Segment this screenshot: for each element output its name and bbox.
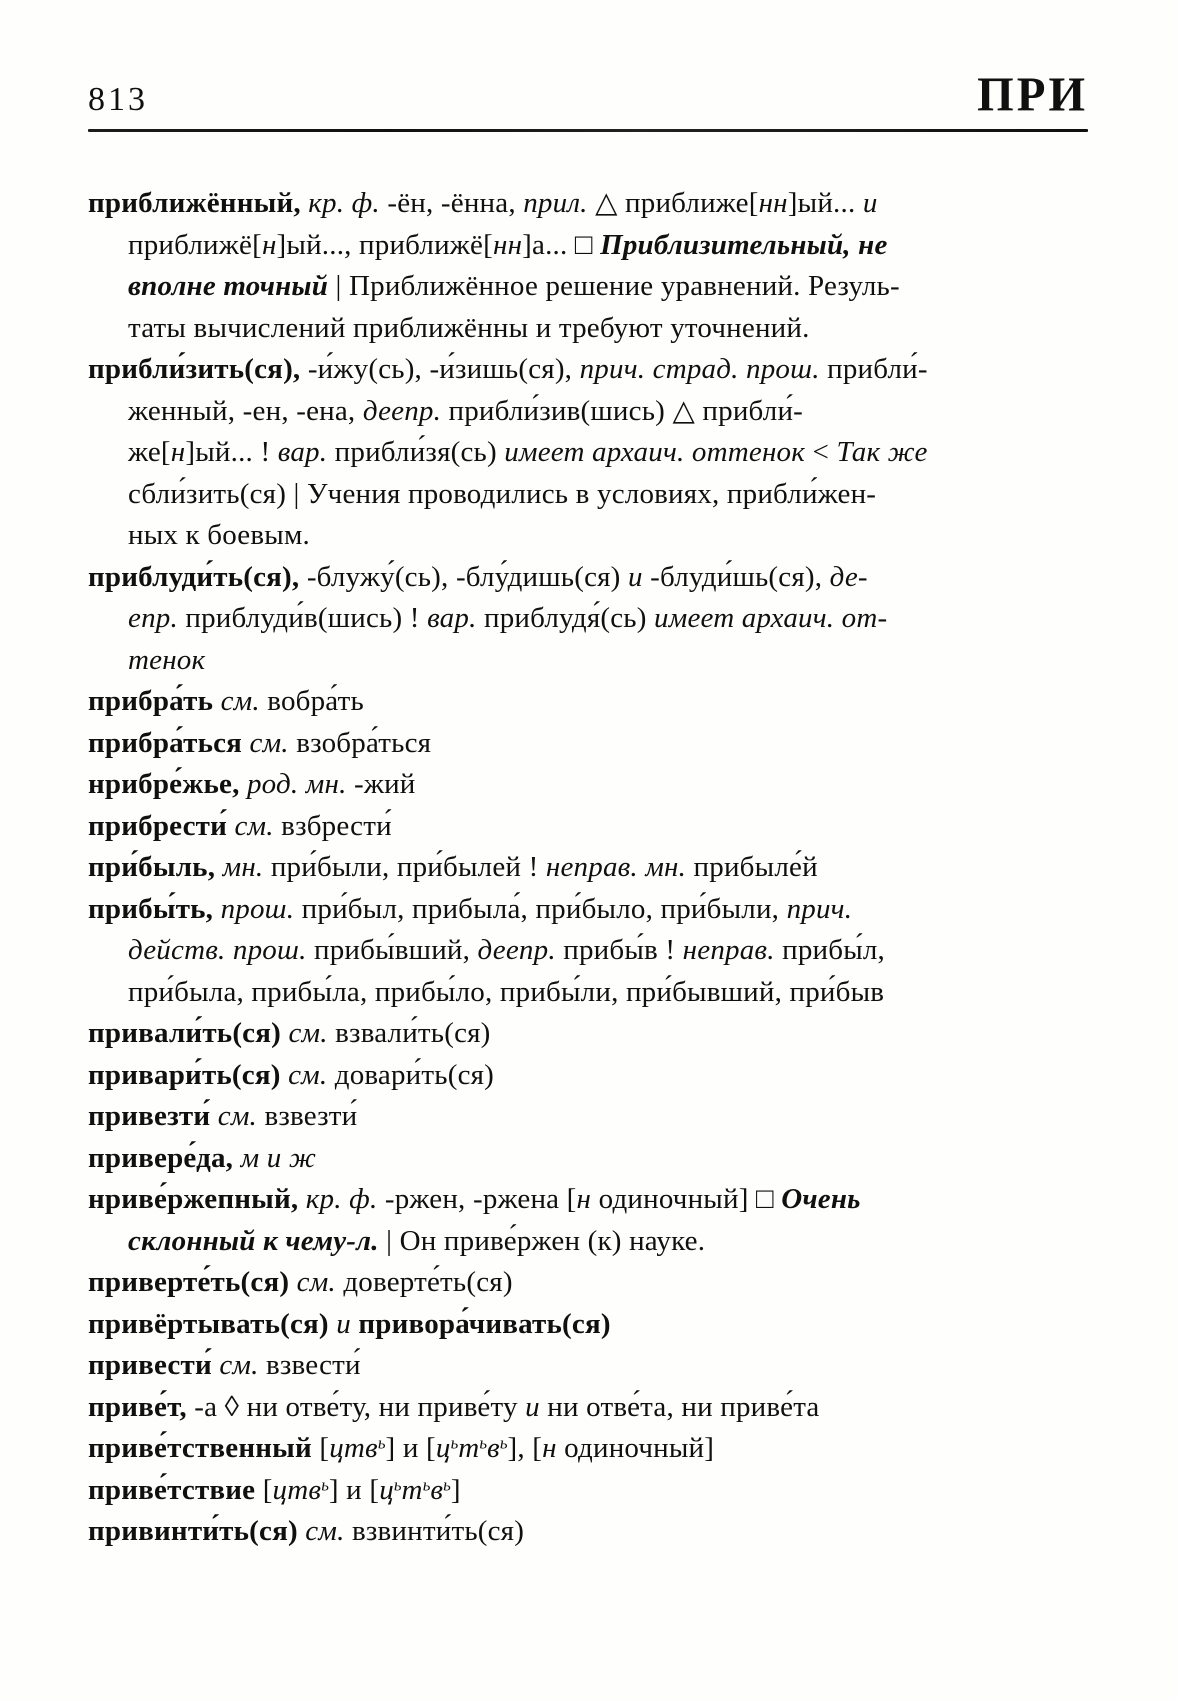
entry-text: -а ◊ ни отве́ту, ни приве́ту <box>194 1390 526 1423</box>
headword: прибра́ть <box>88 685 221 717</box>
dictionary-entry <box>88 1179 1088 1262</box>
entry-text: деепр. <box>362 394 449 427</box>
entry-text: ] <box>450 1473 461 1506</box>
entry-text: Очень <box>781 1183 861 1215</box>
entry-text: вполне точный <box>128 270 336 302</box>
entry-text: вар. <box>277 436 335 468</box>
entry-text: в <box>430 1473 444 1506</box>
entry-text: ь <box>479 1433 488 1453</box>
entry-text: н <box>261 228 277 261</box>
entry-text: ] и [ <box>328 1473 380 1506</box>
entry-text: ]а... □ <box>522 228 601 261</box>
entry-text: прибли́- <box>827 353 928 385</box>
dictionary-entry <box>88 1055 1088 1097</box>
entry-text: взобра́ться <box>296 726 432 759</box>
headword: приве́тственный <box>88 1432 320 1464</box>
entry-text: приблуди́в(шись) ! <box>185 602 428 634</box>
headword: приве́тствие <box>88 1473 263 1506</box>
dictionary-entry <box>88 1304 1088 1346</box>
page-header <box>88 67 1088 123</box>
entry-text: ]ый..., приближё[ <box>276 228 493 261</box>
dictionary-entry <box>88 349 1088 557</box>
entry-text: см. <box>220 685 268 717</box>
headword: привере́да, <box>88 1141 241 1174</box>
headword: привёртывать(ся) <box>88 1307 337 1340</box>
entry-text: | Он приве́ржен (к) науке. <box>386 1224 706 1257</box>
entry-text: ь <box>422 1475 431 1495</box>
entry-text: прич. страд. прош. <box>579 353 828 385</box>
entry-text: прил. <box>523 187 596 219</box>
entry-text: н <box>542 1432 565 1464</box>
dictionary-entry <box>88 1470 1088 1512</box>
entry-text: [ <box>262 1473 273 1506</box>
entry-text: же[ <box>128 436 171 468</box>
entry-text: ных к боевым. <box>128 519 310 551</box>
dictionary-entry <box>88 1013 1088 1055</box>
entry-text: взвести́ <box>266 1349 361 1381</box>
entry-text: ]ый... ! <box>185 436 278 468</box>
entry-text: ]ый... <box>787 187 863 219</box>
page-number: 813 <box>88 81 148 118</box>
entry-text: см. <box>296 1266 344 1298</box>
entry-text: род. мн. <box>246 768 354 800</box>
entry-text: прибли́зив(шись) △ прибли́- <box>448 394 804 427</box>
entry-text: прош. <box>220 892 302 925</box>
dictionary-entry <box>88 1387 1088 1429</box>
entry-text: -жий <box>353 768 416 800</box>
headword: прибли́зить(ся), <box>88 353 308 385</box>
entry-text: и <box>627 560 651 593</box>
entry-text: при́были, при́былей ! <box>270 851 546 883</box>
entry-text: ни отве́та, ни приве́та <box>547 1390 820 1423</box>
entry-text: и <box>525 1390 548 1423</box>
entry-text: прибли́зя(сь) <box>334 436 505 468</box>
dictionary-entry <box>88 681 1088 723</box>
headword: приве́т, <box>88 1390 195 1423</box>
headword: приблуди́ть(ся), <box>88 560 307 593</box>
entry-text: женный, -ен, -ена, <box>128 394 363 427</box>
headword: приверте́ть(ся) <box>88 1266 297 1298</box>
dictionary-entry <box>88 806 1088 848</box>
entry-text: △ приближе[ <box>595 187 759 219</box>
header-rule <box>88 129 1088 132</box>
entry-text: кр. ф. <box>305 1183 385 1215</box>
dictionary-entry <box>88 723 1088 765</box>
entry-text: и <box>336 1307 359 1340</box>
entry-text: вобра́ть <box>267 685 364 717</box>
entry-text: см. <box>217 1100 265 1132</box>
entry-text: взвезти́ <box>264 1100 358 1132</box>
dictionary-entry <box>88 1511 1088 1553</box>
entry-text: т <box>458 1432 480 1464</box>
entry-text: деепр. <box>477 934 564 966</box>
entry-text: неправ. <box>682 934 783 966</box>
entry-text: н <box>576 1183 599 1215</box>
entry-text: имеет архаич. оттенок <box>504 436 813 468</box>
dictionary-entry <box>88 889 1088 1014</box>
entry-text: м и ж <box>240 1141 317 1174</box>
entry-text: прибы́в ! <box>563 934 683 966</box>
headword: привести́ <box>88 1349 220 1381</box>
entry-text: прибы́вший, <box>314 934 478 966</box>
entry-text: прич. <box>786 892 853 925</box>
entry-text: сбли́зить(ся) | Учения проводились в условиях, прибли́жен- <box>128 477 877 510</box>
dictionary-entry <box>88 1428 1088 1470</box>
running-head: ПРИ <box>977 67 1088 123</box>
entry-text: -и́жу(сь), -и́зишь(ся), <box>307 353 580 385</box>
entry-text: приблудя́(сь) <box>483 602 655 634</box>
entry-text: -ён, -ённа, <box>387 187 524 219</box>
entry-text: одиночный] <box>564 1432 715 1464</box>
entries-list <box>88 183 1088 1553</box>
entry-text: довари́ть(ся) <box>334 1058 495 1091</box>
entry-text: цтв <box>329 1432 378 1464</box>
entry-text: см. <box>234 809 282 842</box>
headword: привинти́ть(ся) <box>88 1515 306 1547</box>
entry-text: имеет архаич. от- <box>654 602 888 634</box>
entry-text: действ. прош. <box>128 934 314 966</box>
entry-text: склонный к чему-л. <box>128 1224 387 1257</box>
entry-text: при́была, прибы́ла, прибы́ло, прибы́ли, при́бывший, при́быв <box>128 975 885 1008</box>
entry-text: ь <box>377 1433 386 1453</box>
entry-text: см. <box>219 1349 266 1381</box>
entry-text: Приблизительный, не <box>600 228 888 261</box>
entry-text: доверте́ть(ся) <box>343 1266 513 1298</box>
headword: привари́ть(ся) <box>88 1058 289 1091</box>
entry-text: взвинти́ть(ся) <box>351 1515 525 1547</box>
headword: прибра́ться <box>88 726 250 759</box>
entry-text: тенок <box>128 643 206 676</box>
entry-text: ь <box>450 1433 459 1453</box>
entry-text: ], [ <box>507 1432 543 1464</box>
headword: нриве́ржепный, <box>88 1183 306 1215</box>
dictionary-entry <box>88 1345 1088 1387</box>
entry-text: приближё[ <box>128 228 262 261</box>
headword: прибрести́ <box>88 809 235 842</box>
entry-text: взвали́ть(ся) <box>335 1017 491 1049</box>
entry-text: ь <box>499 1433 508 1453</box>
headword: нрибре́жье, <box>88 768 247 800</box>
entry-text: нн <box>492 228 523 261</box>
entry-text: ь <box>321 1475 329 1495</box>
entry-text: мн. <box>222 851 271 883</box>
dictionary-entry <box>88 1262 1088 1304</box>
entry-text: кр. ф. <box>308 187 388 219</box>
entry-text: и <box>862 187 878 219</box>
entry-text: при́был, прибыла́, при́было, при́были, <box>301 892 787 925</box>
entry-text: одиночный] □ <box>598 1183 782 1215</box>
dictionary-entry <box>88 1096 1088 1138</box>
entry-text: см. <box>249 726 297 759</box>
entry-text: < <box>812 436 837 468</box>
entry-text: см. <box>288 1017 336 1049</box>
entry-text: т <box>401 1473 423 1506</box>
entry-text: -блуди́шь(ся), <box>650 560 830 593</box>
entry-text: де- <box>829 560 868 593</box>
entry-text: в <box>487 1432 500 1464</box>
entry-text: нн <box>758 187 788 219</box>
entry-text: прибыле́й <box>693 851 818 883</box>
entry-text: ь <box>443 1475 451 1495</box>
entry-text: цтв <box>272 1473 322 1506</box>
entry-text: прибы́л, <box>782 934 886 966</box>
entry-text: н <box>170 436 186 468</box>
entry-text: ] и [ <box>385 1432 436 1464</box>
entry-text: см. <box>305 1515 352 1547</box>
entry-text: неправ. мн. <box>545 851 694 883</box>
dictionary-entry <box>88 847 1088 889</box>
entry-text: ц <box>435 1432 451 1464</box>
entry-text: Так же <box>836 436 928 468</box>
headword: привора́чивать(ся) <box>358 1307 611 1340</box>
dictionary-entry <box>88 557 1088 682</box>
entry-text: ц <box>379 1473 394 1506</box>
entry-text: взбрести́ <box>281 809 392 842</box>
entry-text: епр. <box>128 602 186 634</box>
headword: привали́ть(ся) <box>88 1017 289 1049</box>
headword: при́быль, <box>88 851 223 883</box>
entry-text: вар. <box>427 602 484 634</box>
dictionary-entry <box>88 1138 1088 1180</box>
entry-text: см. <box>288 1058 335 1091</box>
entry-text: | Приближённое решение уравнений. Резуль- <box>335 270 900 302</box>
entry-text: [ <box>319 1432 330 1464</box>
headword: приближённый, <box>88 187 309 219</box>
headword: привезти́ <box>88 1100 218 1132</box>
entry-text: ь <box>393 1475 402 1495</box>
dictionary-entry <box>88 764 1088 806</box>
entry-text: -ржен, -ржена [ <box>384 1183 577 1215</box>
headword: прибы́ть, <box>88 892 221 925</box>
entry-text: таты вычислений приближённы и требуют уточнений. <box>128 311 810 344</box>
entry-text: -блужу́(сь), -блу́дишь(ся) <box>306 560 628 593</box>
dictionary-entry <box>88 183 1088 349</box>
